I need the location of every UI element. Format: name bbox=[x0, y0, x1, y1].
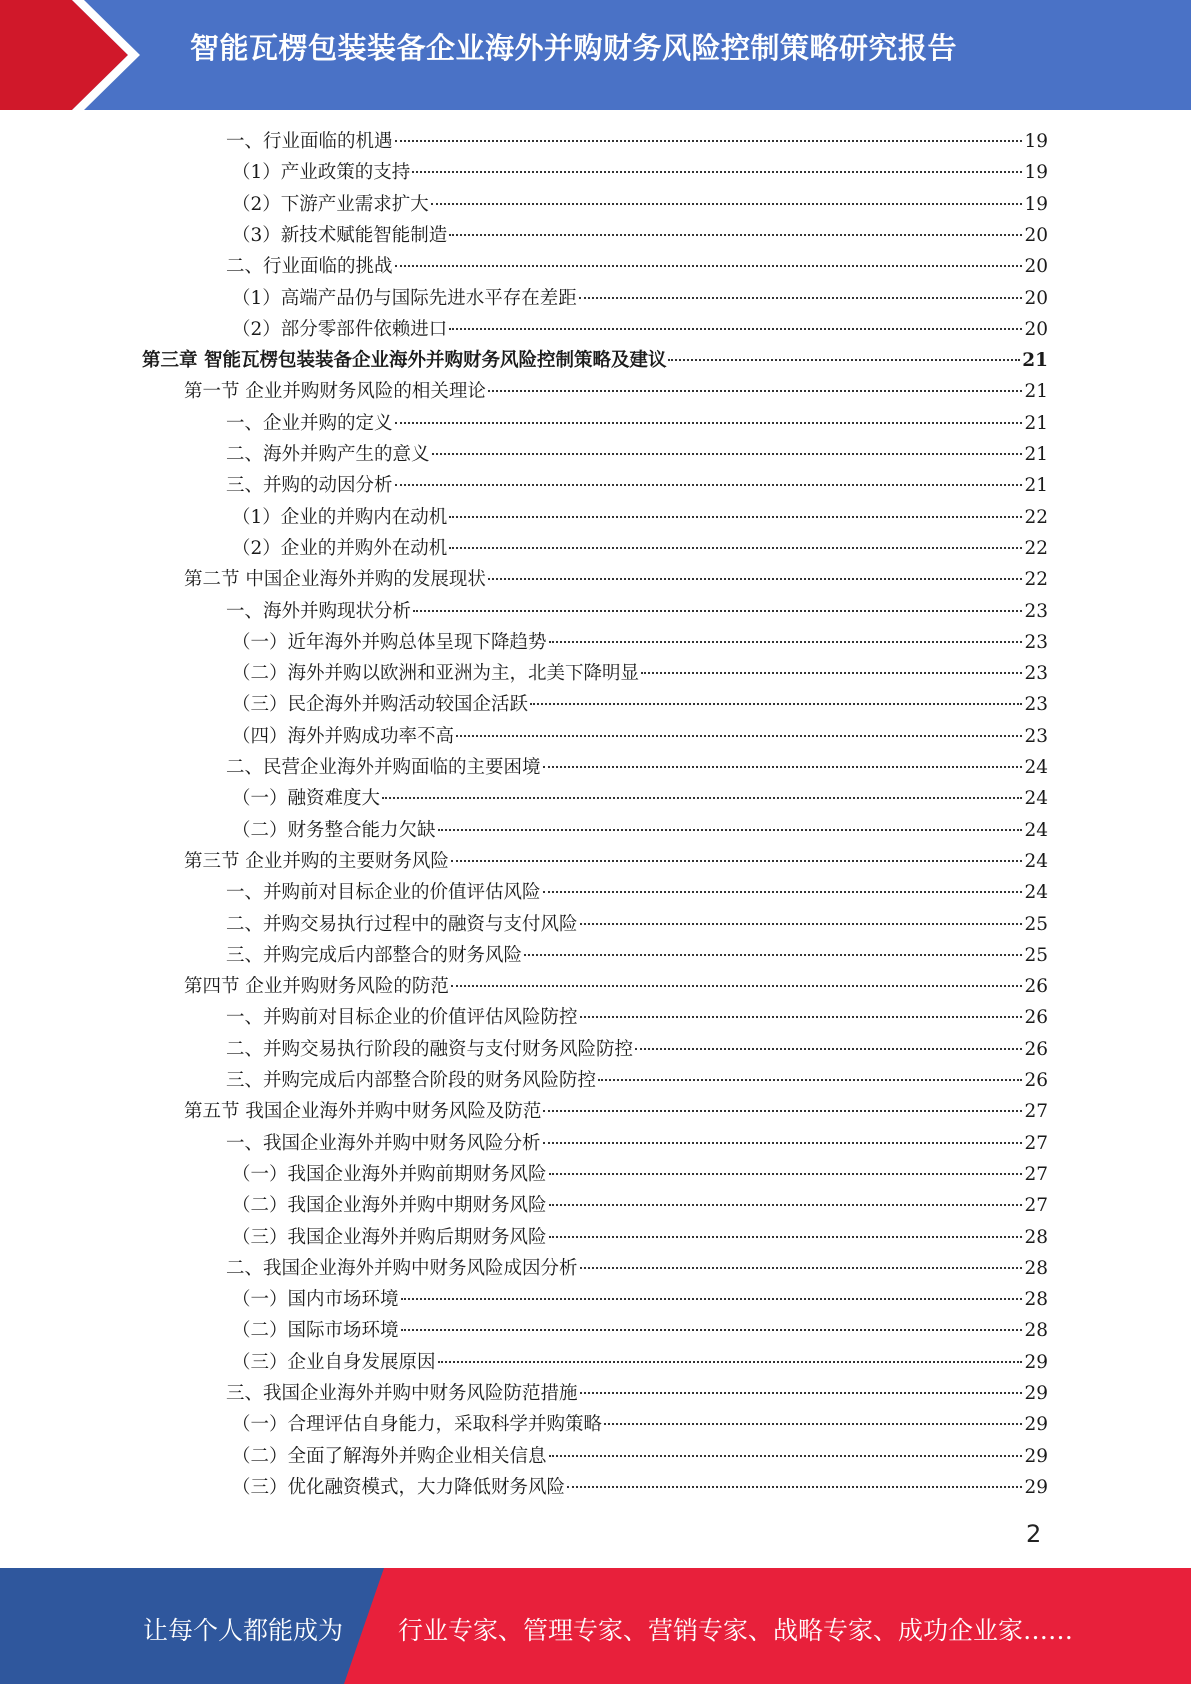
toc-entry-page: 24 bbox=[1024, 757, 1048, 778]
toc-dot-leader bbox=[488, 390, 1023, 392]
toc-entry-title: （四）海外并购成功率不高 bbox=[232, 725, 455, 747]
toc-dot-leader bbox=[412, 171, 1022, 173]
toc-entry-title: 一、海外并购现状分析 bbox=[226, 600, 412, 622]
toc-entry-page: 23 bbox=[1024, 631, 1048, 653]
toc-entry[interactable] bbox=[226, 471, 1048, 501]
toc-entry[interactable] bbox=[142, 346, 1048, 376]
toc-dot-leader bbox=[549, 1236, 1023, 1238]
toc-entry-title: （一）合理评估自身能力，采取科学并购策略 bbox=[232, 1414, 603, 1436]
toc-entry-page: 25 bbox=[1024, 944, 1048, 966]
toc-dot-leader bbox=[598, 1079, 1022, 1081]
toc-entry-page: 28 bbox=[1024, 1289, 1048, 1311]
toc-entry[interactable] bbox=[226, 753, 1048, 783]
toc-entry[interactable] bbox=[232, 1410, 1048, 1440]
toc-entry-title: 二、民营企业海外并购面临的主要困境 bbox=[226, 757, 541, 778]
header-banner bbox=[0, 0, 1191, 110]
toc-entry-page: 28 bbox=[1024, 1226, 1048, 1248]
toc-entry-title: （2）部分零部件依赖进口 bbox=[232, 318, 448, 340]
toc-entry-page: 24 bbox=[1024, 850, 1048, 872]
toc-entry[interactable] bbox=[226, 941, 1048, 971]
toc-entry-title: 二、我国企业海外并购中财务风险成因分析 bbox=[226, 1257, 578, 1279]
toc-dot-leader bbox=[543, 1142, 1023, 1144]
toc-entry-page: 24 bbox=[1024, 788, 1048, 810]
toc-entry-title: 二、并购交易执行阶段的融资与支付财务风险防控 bbox=[226, 1038, 634, 1060]
toc-entry[interactable] bbox=[232, 722, 1048, 752]
toc-dot-leader bbox=[382, 797, 1022, 799]
toc-dot-leader bbox=[451, 985, 1023, 987]
toc-entry-page: 25 bbox=[1024, 913, 1048, 935]
toc-dot-leader bbox=[524, 954, 1022, 956]
toc-entry[interactable] bbox=[184, 377, 1048, 407]
toc-dot-leader bbox=[580, 923, 1023, 925]
toc-entry[interactable] bbox=[232, 158, 1048, 188]
toc-entry[interactable] bbox=[184, 847, 1048, 877]
toc-entry-title: （二）全面了解海外并购企业相关信息 bbox=[232, 1445, 547, 1467]
toc-dot-leader bbox=[543, 1110, 1022, 1112]
toc-entry[interactable] bbox=[232, 1223, 1048, 1253]
toc-entry-page: 21 bbox=[1022, 350, 1048, 372]
footer-slogan-left: 让每个人都能成为 bbox=[143, 1616, 344, 1645]
toc-entry-page: 26 bbox=[1024, 976, 1048, 998]
toc-entry-page: 23 bbox=[1024, 694, 1048, 716]
toc-entry[interactable] bbox=[232, 503, 1048, 533]
toc-entry-page: 21 bbox=[1024, 381, 1048, 403]
toc-entry-title: （2）下游产业需求扩大 bbox=[232, 193, 429, 215]
toc-entry[interactable] bbox=[226, 910, 1048, 940]
toc-entry[interactable] bbox=[232, 221, 1048, 251]
toc-entry-page: 19 bbox=[1024, 193, 1048, 215]
toc-entry[interactable] bbox=[232, 816, 1048, 846]
toc-dot-leader bbox=[668, 359, 1020, 361]
toc-dot-leader bbox=[401, 1329, 1023, 1331]
toc-entry[interactable] bbox=[226, 409, 1048, 439]
toc-dot-leader bbox=[431, 203, 1023, 205]
toc-entry-page: 29 bbox=[1024, 1414, 1048, 1436]
toc-entry-title: （2）企业的并购外在动机 bbox=[232, 537, 448, 559]
footer-slogan-right: 行业专家、管理专家、营销专家、战略专家、成功企业家…… bbox=[398, 1616, 1074, 1645]
toc-dot-leader bbox=[641, 672, 1022, 674]
toc-dot-leader bbox=[543, 766, 1023, 768]
toc-dot-leader bbox=[635, 1048, 1022, 1050]
toc-entry-page: 20 bbox=[1024, 256, 1048, 278]
toc-entry-page: 21 bbox=[1024, 412, 1048, 434]
toc-entry-title: （1）高端产品仍与国际先进水平存在差距 bbox=[232, 287, 577, 309]
toc-entry[interactable] bbox=[226, 1254, 1048, 1284]
toc-dot-leader bbox=[604, 1423, 1022, 1425]
footer-banner bbox=[0, 1568, 1191, 1684]
toc-entry[interactable] bbox=[232, 1473, 1048, 1503]
page-number: 2 bbox=[1026, 1520, 1042, 1548]
toc-dot-leader bbox=[438, 829, 1023, 831]
toc-entry-title: 第二节 中国企业海外并购的发展现状 bbox=[184, 569, 486, 591]
toc-entry-title: （三）企业自身发展原因 bbox=[232, 1351, 436, 1373]
toc-entry-page: 20 bbox=[1024, 287, 1048, 309]
toc-entry-title: （二）我国企业海外并购中期财务风险 bbox=[232, 1195, 547, 1217]
document-title: 智能瓦楞包装装备企业海外并购财务风险控制策略研究报告 bbox=[190, 31, 958, 65]
toc-entry[interactable] bbox=[184, 565, 1048, 595]
toc-entry-title: （一）近年海外并购总体呈现下降趋势 bbox=[232, 631, 547, 653]
toc-dot-leader bbox=[580, 1392, 1023, 1394]
toc-entry-page: 22 bbox=[1024, 537, 1048, 559]
toc-entry-title: 三、并购完成后内部整合阶段的财务风险防控 bbox=[226, 1070, 597, 1091]
toc-entry-page: 21 bbox=[1024, 444, 1048, 465]
toc-dot-leader bbox=[451, 860, 1023, 862]
toc-entry-page: 26 bbox=[1024, 1070, 1048, 1091]
toc-entry-page: 29 bbox=[1024, 1476, 1048, 1498]
toc-entry-title: （3）新技术赋能智能制造 bbox=[232, 224, 448, 246]
toc-entry[interactable] bbox=[226, 1379, 1048, 1409]
toc-dot-leader bbox=[456, 735, 1022, 737]
toc-entry-page: 29 bbox=[1024, 1445, 1048, 1467]
toc-entry[interactable] bbox=[232, 190, 1048, 220]
toc-dot-leader bbox=[413, 610, 1022, 612]
toc-entry[interactable] bbox=[232, 284, 1048, 314]
toc-entry[interactable] bbox=[232, 784, 1048, 814]
toc-entry[interactable] bbox=[226, 1066, 1048, 1096]
toc-dot-leader bbox=[395, 265, 1023, 267]
toc-entry-page: 19 bbox=[1024, 162, 1048, 184]
toc-entry-page: 22 bbox=[1024, 569, 1048, 591]
toc-entry[interactable] bbox=[226, 597, 1048, 627]
toc-entry-page: 27 bbox=[1024, 1101, 1048, 1123]
toc-entry-page: 26 bbox=[1024, 1038, 1048, 1060]
toc-entry-title: 二、海外并购产生的意义 bbox=[226, 444, 430, 465]
toc-entry-page: 21 bbox=[1024, 475, 1048, 497]
toc-entry-title: （三）我国企业海外并购后期财务风险 bbox=[232, 1226, 547, 1248]
toc-dot-leader bbox=[395, 422, 1023, 424]
toc-dot-leader bbox=[395, 484, 1023, 486]
toc-entry[interactable] bbox=[226, 878, 1048, 908]
toc-entry-title: 一、企业并购的定义 bbox=[226, 412, 393, 434]
toc-entry-page: 24 bbox=[1024, 882, 1048, 904]
toc-dot-leader bbox=[549, 641, 1023, 643]
toc-dot-leader bbox=[549, 1173, 1023, 1175]
toc-entry[interactable] bbox=[226, 440, 1048, 470]
toc-entry[interactable] bbox=[232, 628, 1048, 658]
toc-dot-leader bbox=[580, 1267, 1023, 1269]
toc-entry[interactable] bbox=[232, 690, 1048, 720]
toc-entry[interactable] bbox=[226, 1129, 1048, 1159]
toc-entry-title: 一、行业面临的机遇 bbox=[226, 131, 393, 152]
toc-entry-title: （一）国内市场环境 bbox=[232, 1289, 399, 1311]
toc-dot-leader bbox=[432, 453, 1023, 455]
toc-entry[interactable] bbox=[232, 315, 1048, 345]
header-arrow-decoration bbox=[0, 0, 150, 110]
toc-dot-leader bbox=[488, 578, 1023, 580]
toc-entry[interactable] bbox=[232, 1160, 1048, 1190]
toc-entry-title: （一）融资难度大 bbox=[232, 788, 381, 810]
toc-entry[interactable] bbox=[226, 252, 1048, 282]
toc-entry[interactable] bbox=[226, 1003, 1048, 1033]
toc-entry[interactable] bbox=[226, 1035, 1048, 1065]
toc-entry-title: 三、并购完成后内部整合的财务风险 bbox=[226, 944, 523, 966]
toc-entry-page: 27 bbox=[1024, 1132, 1048, 1154]
toc-dot-leader bbox=[449, 516, 1022, 518]
toc-dot-leader bbox=[449, 234, 1022, 236]
toc-entry-page: 28 bbox=[1024, 1257, 1048, 1279]
toc-dot-leader bbox=[567, 1486, 1022, 1488]
toc-entry-title: （二）财务整合能力欠缺 bbox=[232, 819, 436, 841]
toc-dot-leader bbox=[449, 328, 1022, 330]
toc-dot-leader bbox=[579, 297, 1023, 299]
toc-entry-title: 二、并购交易执行过程中的融资与支付风险 bbox=[226, 913, 578, 935]
toc-dot-leader bbox=[401, 1298, 1023, 1300]
toc-entry-title: （一）我国企业海外并购前期财务风险 bbox=[232, 1163, 547, 1185]
toc-dot-leader bbox=[530, 703, 1022, 705]
toc-entry-title: （1）企业的并购内在动机 bbox=[232, 506, 448, 528]
toc-entry-title: 第三章 智能瓦楞包装装备企业海外并购财务风险控制策略及建议 bbox=[142, 350, 667, 372]
toc-entry[interactable] bbox=[232, 1316, 1048, 1346]
toc-entry-title: 第一节 企业并购财务风险的相关理论 bbox=[184, 381, 486, 403]
toc-entry[interactable] bbox=[226, 127, 1048, 157]
toc-entry-title: （三）优化融资模式，大力降低财务风险 bbox=[232, 1476, 566, 1498]
toc-entry[interactable] bbox=[232, 659, 1048, 689]
toc-dot-leader bbox=[580, 1016, 1023, 1018]
toc-entry-title: 一、并购前对目标企业的价值评估风险 bbox=[226, 882, 541, 904]
toc-entry[interactable] bbox=[232, 1348, 1048, 1378]
toc-dot-leader bbox=[395, 140, 1023, 142]
toc-dot-leader bbox=[438, 1361, 1023, 1363]
toc-entry[interactable] bbox=[232, 1442, 1048, 1472]
toc-dot-leader bbox=[549, 1204, 1023, 1206]
toc-entry-page: 28 bbox=[1024, 1320, 1048, 1342]
toc-entry-page: 19 bbox=[1024, 131, 1048, 152]
toc-entry-title: （二）海外并购以欧洲和亚洲为主，北美下降明显 bbox=[232, 663, 640, 685]
toc-entry-title: 第三节 企业并购的主要财务风险 bbox=[184, 850, 449, 872]
toc-entry-page: 24 bbox=[1024, 819, 1048, 841]
toc-entry[interactable] bbox=[184, 1097, 1048, 1127]
toc-entry-page: 29 bbox=[1024, 1383, 1048, 1404]
toc-entry-page: 22 bbox=[1024, 506, 1048, 528]
toc-entry-title: 一、并购前对目标企业的价值评估风险防控 bbox=[226, 1007, 578, 1029]
toc-entry-title: 一、我国企业海外并购中财务风险分析 bbox=[226, 1132, 541, 1154]
toc-entry-title: 第五节 我国企业海外并购中财务风险及防范 bbox=[184, 1101, 542, 1123]
toc-entry-page: 23 bbox=[1024, 663, 1048, 685]
toc-entry-title: 第四节 企业并购财务风险的防范 bbox=[184, 976, 449, 998]
toc-entry[interactable] bbox=[184, 972, 1048, 1002]
toc-entry-title: 三、并购的动因分析 bbox=[226, 475, 393, 497]
toc-entry-page: 27 bbox=[1024, 1163, 1048, 1185]
toc-dot-leader bbox=[549, 1455, 1023, 1457]
toc-entry[interactable] bbox=[232, 534, 1048, 564]
toc-entry-title: 三、我国企业海外并购中财务风险防范措施 bbox=[226, 1383, 578, 1404]
toc-entry-page: 29 bbox=[1024, 1351, 1048, 1373]
toc-entry-page: 23 bbox=[1024, 600, 1048, 622]
toc-entry-page: 27 bbox=[1024, 1195, 1048, 1217]
toc-dot-leader bbox=[449, 547, 1022, 549]
toc-entry-page: 20 bbox=[1024, 318, 1048, 340]
toc-entry-title: （三）民企海外并购活动较国企活跃 bbox=[232, 694, 529, 716]
toc-entry-title: 二、行业面临的挑战 bbox=[226, 256, 393, 278]
toc-entry-title: （1）产业政策的支持 bbox=[232, 162, 411, 184]
toc-dot-leader bbox=[543, 891, 1023, 893]
toc-entry[interactable] bbox=[232, 1285, 1048, 1315]
toc-entry-title: （二）国际市场环境 bbox=[232, 1320, 399, 1342]
toc-entry-page: 20 bbox=[1024, 224, 1048, 246]
toc-entry[interactable] bbox=[232, 1191, 1048, 1221]
toc-entry-page: 23 bbox=[1024, 725, 1048, 747]
toc-entry-page: 26 bbox=[1024, 1007, 1048, 1029]
